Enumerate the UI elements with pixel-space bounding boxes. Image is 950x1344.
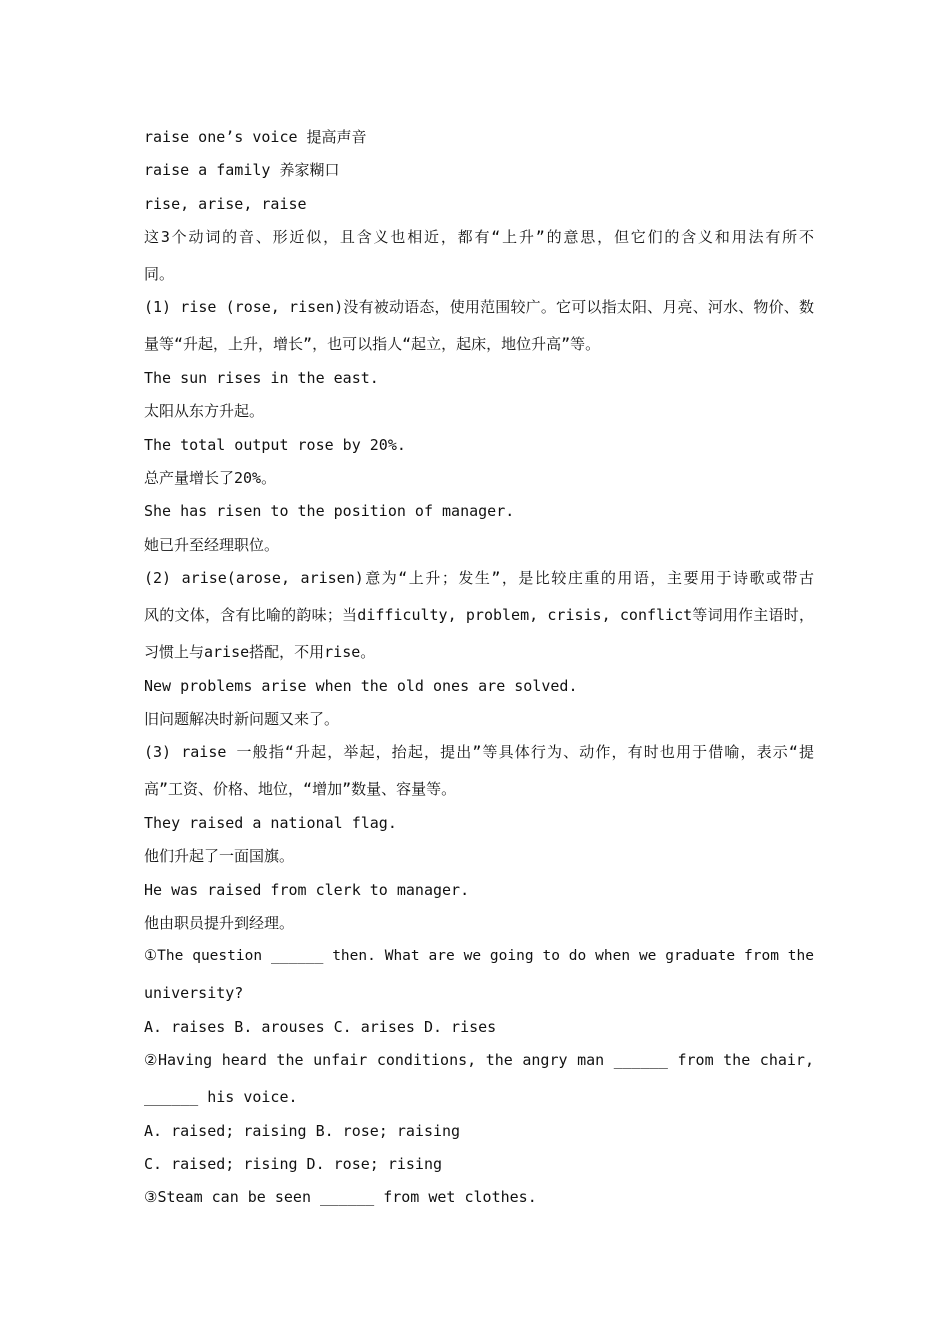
example-sentence: She has risen to the position of manager. [144, 502, 515, 520]
arise-desc-line-2: 风的文体，含有比喻的韵味；当difficulty, problem, crisis, conflict等词用作主语时， [144, 606, 814, 624]
example-translation: 太阳从东方升起。 [144, 402, 265, 420]
example-translation: 总产量增长了20%。 [144, 469, 277, 487]
example-translation: 他们升起了一面国旗。 [144, 847, 295, 865]
arise-desc-line-3: 习惯上与arise搭配，不用rise。 [144, 643, 376, 661]
example-sentence: They raised a national flag. [144, 814, 397, 832]
vocab-raise-voice: raise one’s voice 提高声音 [144, 128, 367, 146]
rise-desc-line-2: 量等“升起，上升，增长”，也可以指人“起立，起床，地位升高”等。 [144, 335, 601, 353]
question-1-line-2: university? [144, 984, 244, 1002]
vocab-raise-family: raise a family 养家糊口 [144, 161, 340, 179]
question-2-line-2: ______ his voice. [144, 1088, 298, 1106]
raise-desc-line-2: 高”工资、价格、地位，“增加”数量、容量等。 [144, 780, 457, 798]
question-1-line-1: ①The question ______ then. What are we going to do when we graduate from the [144, 948, 814, 964]
question-2-options-cd: C. raised; rising D. rose; rising [144, 1155, 443, 1173]
example-sentence: The sun rises in the east. [144, 369, 379, 387]
example-translation: 旧问题解决时新问题又来了。 [144, 710, 340, 728]
raise-desc-line-1: (3) raise 一般指“升起，举起，抬起，提出”等具体行为、动作，有时也用于借喻，表示“提 [144, 743, 814, 761]
question-1-options: A. raises B. arouses C. arises D. rises [144, 1018, 497, 1036]
arise-desc-line-1: (2) arise(arose, arisen)意为“上升；发生”，是比较庄重的用语，主要用于诗歌或带古 [144, 569, 814, 587]
example-translation: 她已升至经理职位。 [144, 536, 280, 554]
question-2-options-ab: A. raised; raising B. rose; raising [144, 1122, 461, 1140]
intro-line-2: 同。 [144, 265, 175, 283]
question-3-line-1: ③Steam can be seen ______ from wet clothes. [144, 1188, 537, 1206]
intro-line-1: 这3个动词的音、形近似，且含义也相近，都有“上升”的意思，但它们的含义和用法有所不 [144, 228, 814, 246]
example-sentence: He was raised from clerk to manager. [144, 881, 470, 899]
example-translation: 他由职员提升到经理。 [144, 914, 295, 932]
rise-desc-line-1: (1) rise (rose, risen)没有被动语态，使用范围较广。它可以指太阳、月亮、河水、物价、数 [144, 298, 814, 316]
question-2-line-1: ②Having heard the unfair conditions, the angry man ______ from the chair, [144, 1051, 814, 1069]
example-sentence: The total output rose by 20%. [144, 436, 406, 454]
example-sentence: New problems arise when the old ones are solved. [144, 677, 578, 695]
section-heading: rise, arise, raise [144, 195, 307, 213]
